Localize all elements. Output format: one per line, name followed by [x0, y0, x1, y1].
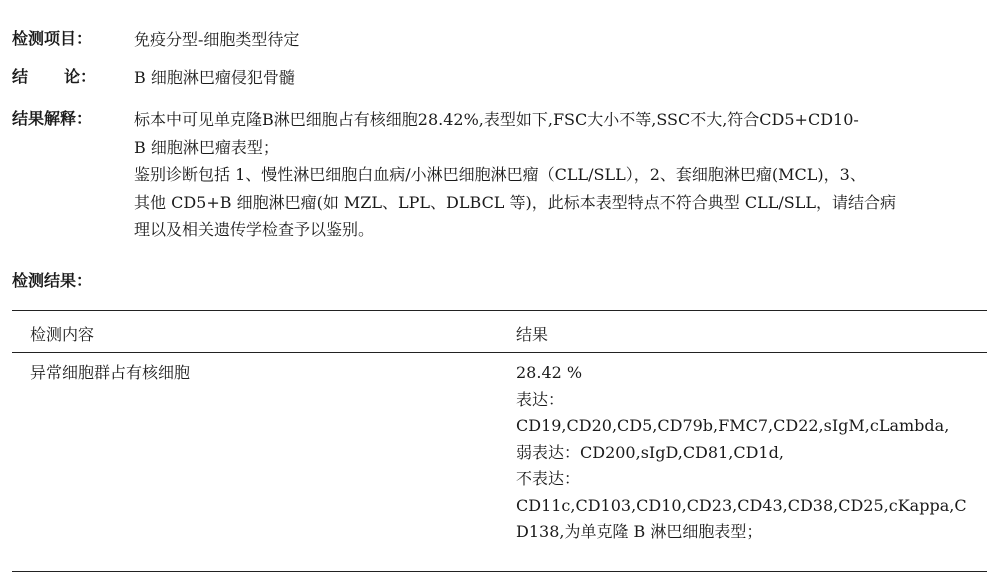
- result-line: CD11c,CD103,CD10,CD23,CD43,CD38,CD25,cKappa,C: [516, 495, 967, 515]
- result-line: 弱表达：CD200,sIgD,CD81,CD1d,: [516, 442, 784, 462]
- interpretation-label: 结果解释：: [12, 109, 93, 128]
- table-bottom-rule: [12, 571, 987, 572]
- result-line: 不表达：: [516, 469, 581, 488]
- interpretation-text: [134, 106, 991, 244]
- interpretation-line: 鉴别诊断包括 1、慢性淋巴细胞白血病/小淋巴细胞淋巴瘤（CLL/SLL），2、套细胞淋巴瘤(MCL)，3、: [134, 165, 866, 184]
- result-line: CD19,CD20,CD5,CD79b,FMC7,CD22,sIgM,cLambda,: [516, 416, 950, 435]
- conclusion-value: B 细胞淋巴瘤侵犯骨髓: [134, 68, 295, 87]
- table-header-rule: [12, 352, 987, 353]
- project-row: [12, 26, 991, 54]
- interpretation-row: [12, 106, 991, 244]
- table-top-rule: [12, 310, 987, 311]
- results-heading-row: [12, 268, 991, 291]
- conclusion-row: [12, 64, 991, 92]
- conclusion-label: [12, 64, 134, 92]
- table-header-item: 检测内容: [30, 325, 95, 344]
- conclusion-label-char-1: 结: [12, 67, 29, 86]
- interpretation-line: 其他 CD5+B 细胞淋巴瘤(如 MZL、LPL、DLBCL 等)，此标本表型特点不符合典型 CLL/SLL，请结合病: [134, 192, 896, 212]
- result-line: 28.42 %: [516, 363, 583, 382]
- result-line: D138,为单克隆 B 淋巴细胞表型；: [516, 522, 763, 541]
- results-heading: 检测结果：: [12, 271, 93, 290]
- interpretation-line: 标本中可见单克隆B淋巴细胞占有核细胞28.42%,表型如下,FSC大小不等,SSC不大,符合CD5+CD10-: [134, 110, 859, 129]
- conclusion-label-char-2: 论：: [63, 67, 96, 86]
- table-header-result: 结果: [516, 325, 549, 344]
- interpretation-line: 理以及相关遗传学检查予以鉴别。: [134, 220, 375, 239]
- table-cell-item: 异常细胞群占有核细胞: [30, 363, 191, 382]
- project-label: 检测项目：: [12, 29, 93, 48]
- table-cell-result: [516, 360, 986, 546]
- project-value: 免疫分型-细胞类型待定: [134, 30, 300, 49]
- result-line: 表达：: [516, 389, 565, 409]
- interpretation-line: B 细胞淋巴瘤表型；: [134, 137, 279, 157]
